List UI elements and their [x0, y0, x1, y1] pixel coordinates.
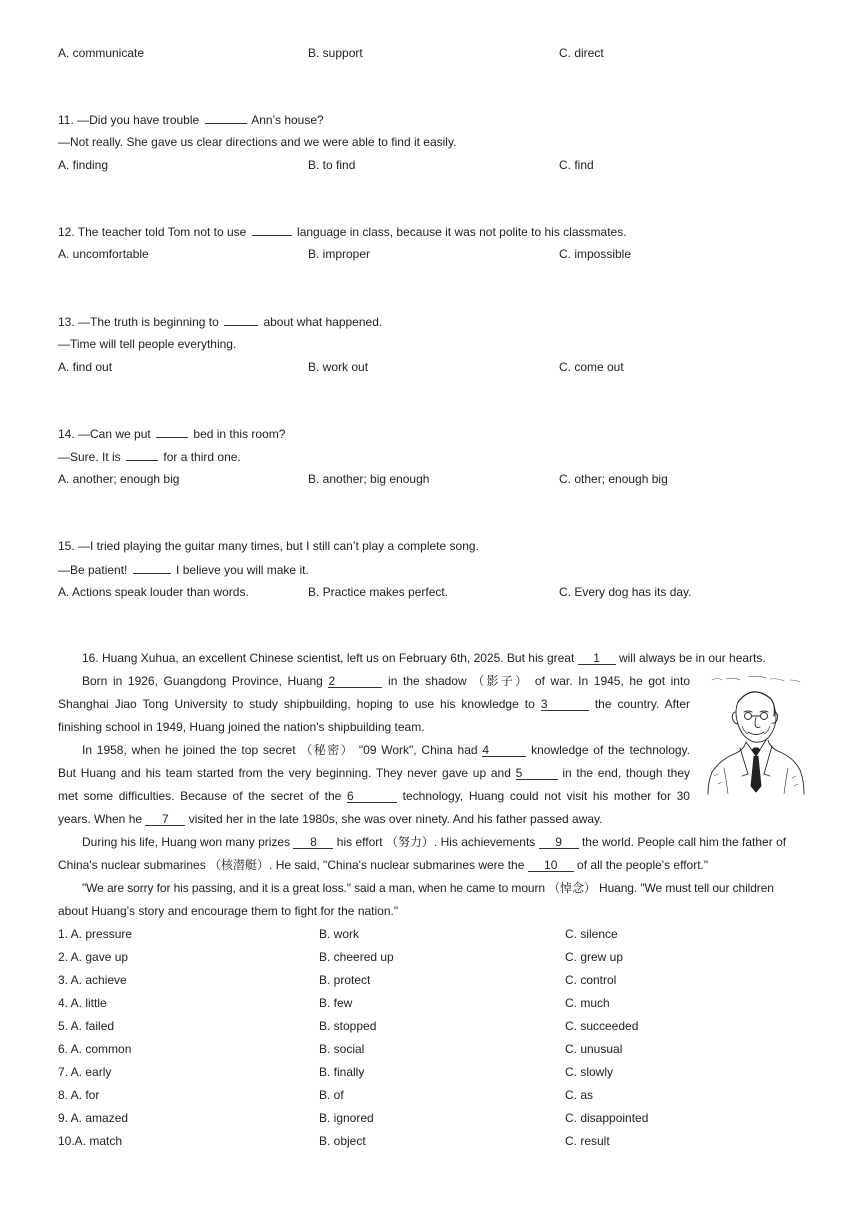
q11-option-b: B. to find [308, 158, 356, 172]
q15-option-b: B. Practice makes perfect. [308, 585, 449, 599]
cloze-option-4-b: B. few [319, 996, 353, 1010]
q10-option-c: C. direct [559, 46, 604, 60]
cloze-option-7-c: C. slowly [565, 1065, 614, 1079]
answer-blank [205, 113, 247, 124]
blank-2: 2 [328, 675, 382, 688]
passage-line-3: Shanghai Jiao Tong University to study shipbuilding, hoping to use his knowledge to 3 the country. After [58, 697, 690, 711]
portrait-sketch-image [704, 672, 808, 798]
cloze-option-5-a: 5. A. failed [58, 1019, 115, 1033]
passage-line-12: about Huang's story and encourage them to fight for the nation." [58, 904, 399, 918]
cloze-option-8-b: B. of [319, 1088, 344, 1102]
cloze-option-6-a: 6. A. common [58, 1042, 132, 1056]
q12-stem: 12. The teacher told Tom not to use language in class, because it was not polite to his classmates. [58, 225, 627, 239]
cloze-option-3-c: C. control [565, 973, 617, 987]
blank-8: 8 [293, 836, 333, 849]
cloze-option-2-b: B. cheered up [319, 950, 394, 964]
q10-option-b: B. support [308, 46, 363, 60]
q13-option-b: B. work out [308, 360, 369, 374]
blank-9: 9 [539, 836, 579, 849]
answer-blank [126, 450, 158, 461]
q11-line2: —Not really. She gave us clear directions and we were able to find it easily. [58, 135, 457, 149]
cloze-option-4-c: C. much [565, 996, 610, 1010]
blank-5: 5 [516, 767, 558, 780]
cloze-option-10-a: 10.A. match [58, 1134, 123, 1148]
answer-blank [252, 225, 292, 236]
blank-10: 10 [528, 859, 574, 872]
passage-line-9: During his life, Huang won many prizes 8 his effort （努力）. His achievements 9 the world. People call him the father of [82, 835, 787, 849]
cloze-option-5-b: B. stopped [319, 1019, 377, 1033]
q13-option-a: A. find out [58, 360, 113, 374]
cloze-option-8-a: 8. A. for [58, 1088, 100, 1102]
cloze-option-1-a: 1. A. pressure [58, 927, 133, 941]
q12-option-b: B. improper [308, 247, 371, 261]
blank-1: 1 [578, 652, 616, 665]
q15-option-c: C. Every dog has its day. [559, 585, 692, 599]
cloze-option-2-a: 2. A. gave up [58, 950, 129, 964]
cloze-option-1-c: C. silence [565, 927, 618, 941]
cloze-option-5-c: C. succeeded [565, 1019, 639, 1033]
q14-option-b: B. another; big enough [308, 472, 430, 486]
q13-stem: 13. —The truth is beginning to about what happened. [58, 315, 383, 329]
cloze-option-3-b: B. protect [319, 973, 371, 987]
cloze-option-7-a: 7. A. early [58, 1065, 112, 1079]
cloze-option-3-a: 3. A. achieve [58, 973, 127, 987]
q11-stem: 11. —Did you have trouble Ann’s house? [58, 113, 324, 127]
q12-option-a: A. uncomfortable [58, 247, 149, 261]
q14-stem: 14. —Can we put bed in this room? [58, 427, 286, 441]
passage-line-11: "We are sorry for his passing, and it is a great loss." said a man, when he came to mourn （悼念） Huang. "We must tell our children [82, 881, 774, 895]
cloze-option-10-b: B. object [319, 1134, 366, 1148]
blank-4: 4 [482, 744, 526, 757]
passage-line-7: met some difficulties. Because of the secret of the 6 technology, Huang could not visit his mother for 30 [58, 789, 690, 803]
cloze-option-9-b: B. ignored [319, 1111, 374, 1125]
cloze-option-4-a: 4. A. little [58, 996, 107, 1010]
answer-blank [133, 563, 171, 574]
q11-option-c: C. find [559, 158, 594, 172]
cloze-option-2-c: C. grew up [565, 950, 624, 964]
q13-line2: —Time will tell people everything. [58, 337, 237, 351]
q13-option-c: C. come out [559, 360, 624, 374]
cloze-option-1-b: B. work [319, 927, 360, 941]
q11-option-a: A. finding [58, 158, 109, 172]
answer-blank [156, 427, 188, 438]
cloze-option-6-c: C. unusual [565, 1042, 623, 1056]
q15-option-a: A. Actions speak louder than words. [58, 585, 249, 599]
q14-line2: —Sure. It is for a third one. [58, 450, 241, 464]
passage-line-10: China's nuclear submarines （核潜艇）. He said, "China's nuclear submarines were the 10 of all the people's effort." [58, 858, 709, 872]
answer-blank [224, 315, 258, 326]
blank-3: 3 [541, 698, 589, 711]
cloze-option-9-a: 9. A. amazed [58, 1111, 129, 1125]
passage-line-8: years. When he 7 visited her in the late 1980s, she was over ninety. And his father passed away. [58, 812, 603, 826]
q10-option-a: A. communicate [58, 46, 145, 60]
q15-stem: 15. —I tried playing the guitar many times, but I still can’t play a complete song. [58, 539, 479, 553]
passage-line-1: 16. Huang Xuhua, an excellent Chinese scientist, left us on February 6th, 2025. But his great 1 will always be in our hearts. [82, 651, 766, 665]
q14-option-c: C. other; enough big [559, 472, 668, 486]
passage-line-4: finishing school in 1949, Huang joined the nation's shipbuilding team. [58, 720, 425, 734]
cloze-option-9-c: C. disappointed [565, 1111, 649, 1125]
blank-6: 6 [347, 790, 397, 803]
cloze-option-7-b: B. finally [319, 1065, 365, 1079]
cloze-option-6-b: B. social [319, 1042, 365, 1056]
cloze-option-8-c: C. as [565, 1088, 594, 1102]
q15-line2: —Be patient! I believe you will make it. [58, 563, 309, 577]
cloze-option-10-c: C. result [565, 1134, 610, 1148]
passage-line-2: Born in 1926, Guangdong Province, Huang 2 in the shadow （影子） of war. In 1945, he got into [82, 674, 690, 688]
blank-7: 7 [145, 813, 185, 826]
q14-option-a: A. another; enough big [58, 472, 180, 486]
q12-option-c: C. impossible [559, 247, 632, 261]
passage-line-5: In 1958, when he joined the top secret （秘密） "09 Work", China had 4 knowledge of the technology. [82, 743, 690, 757]
passage-line-6: But Huang and his team started from the very beginning. They never gave up and 5 in the end, though they [58, 766, 690, 780]
